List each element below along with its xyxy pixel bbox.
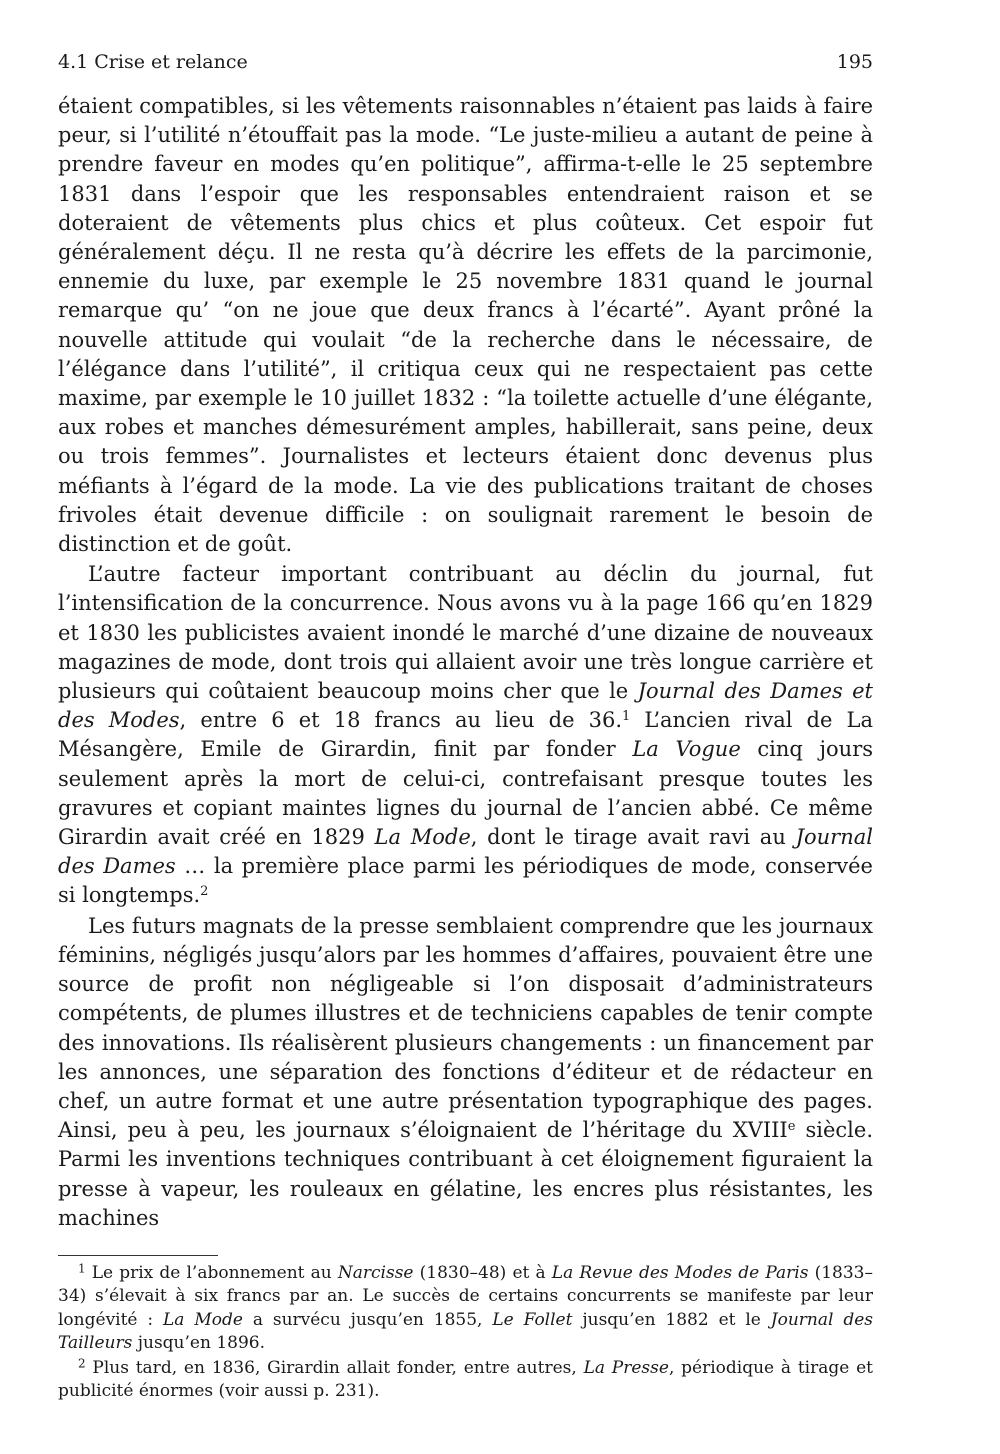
text-run: Plus tard, en 1836, Girardin allait fonder, entre autres,	[85, 1357, 584, 1378]
text-run: étaient compatibles, si les vêtements raisonnables n’étaient pas laids à faire peur, si l’utilité n’étouffait pas la mode. “Le juste-milieu a autant de peine à prendre faveur en modes qu’en politique”, affirma-t-elle le 25 septembre 1831 dans l’espoir que les responsables entendraient raison et se doteraient de vêtements plus chics et plus coûteux. Cet espoir fut généralement déçu. Il ne resta qu’à décrire les effets de la parcimonie, ennemie du luxe, par exemple le 25 novembre 1831 quand le journal remarque qu’ “on ne joue que deux francs à l’écarté”. Ayant prôné la nouvelle attitude qui voulait “de la recherche dans le nécessaire, de l’élégance dans l’utilité”, il critiqua ceux qui ne respectaient pas cette maxime, par exemple le 10 juillet 1832 : “la toilette actuelle d’une élégante, aux robes et manches démesurément amples, habillerait, sans peine, deux ou trois femmes”. Journalistes et lecteurs étaient donc devenus plus méfiants à l’égard de la mode. La vie des publications traitant de choses frivoles était devenue difficile : on soulignait rarement le besoin de distinction et de goût.	[58, 94, 873, 557]
section-title: 4.1 Crise et relance	[58, 51, 248, 73]
italic-title: La Vogue	[632, 737, 741, 762]
text-run: … la première place parmi les périodiques de mode, conservée si longtemps.	[58, 854, 873, 908]
paragraph	[58, 92, 873, 559]
footnotes	[58, 1262, 873, 1404]
footnote	[58, 1357, 873, 1404]
italic-title: La Mode	[374, 825, 471, 850]
italic-title: Le Follet	[492, 1309, 573, 1330]
text-run: a survécu jusqu’en 1855,	[242, 1309, 493, 1330]
superscript: e	[787, 1118, 796, 1134]
italic-title: Journal des Dames et des Modes	[58, 679, 873, 733]
text-run: L’ancien rival de La Mésangère, Emile de Girardin, finit par fonder	[58, 708, 873, 762]
text-run: jusqu’en 1882 et le	[572, 1309, 771, 1330]
text-run: , entre 6 et 18 francs au lieu de 36.	[179, 708, 623, 733]
text-run: Les futurs magnats de la presse semblaient comprendre que les journaux féminins, négligés jusqu’alors par les hommes d’affaires, pouvaient être une source de profit non négligeable si l’on disposait d’administrateurs compétents, de plumes illustres et de techniciens capables de tenir compte des innovations. Ils réalisèrent plusieurs changements : un financement par les annonces, une séparation des fonctions d’éditeur et de rédacteur en chef, un autre format et une autre présentation typographique des pages. Ainsi, peu à peu, les journaux s’éloignaient de l’héritage du XVIII	[58, 913, 873, 1143]
paragraph	[58, 560, 873, 910]
text-run: , périodique à tirage et publicité énormes (voir aussi p. 231).	[58, 1357, 873, 1402]
text-run: jusqu’en 1896.	[132, 1333, 265, 1354]
italic-title: Journal des Dames	[58, 825, 873, 879]
italic-title: La Presse	[583, 1357, 669, 1378]
italic-title: Journal des Tailleurs	[58, 1309, 873, 1354]
text-run: (1830–48) et à	[413, 1262, 552, 1283]
superscript: 1	[622, 709, 631, 725]
superscript: 2	[200, 884, 209, 900]
italic-title: La Mode	[163, 1309, 243, 1330]
text-run: siècle. Parmi les inventions techniques contribuant à cet éloignement figuraient la presse à vapeur, les rouleaux en gélatine, les encres plus résistantes, les machines	[58, 1118, 874, 1230]
footnote-rule	[58, 1255, 218, 1256]
text-run: cinq jours seulement après la mort de celui-ci, contrefaisant presque toutes les gravures et copiant maintes lignes du journal de l’ancien abbé. Ce même Girardin avait créé en 1829	[58, 737, 874, 850]
text-run: L’autre facteur important contribuant au déclin du journal, fut l’intensification de la concurrence. Nous avons vu à la page 166 qu’en 1829 et 1830 les publicistes avaient inondé le marché d’une dizaine de nouveaux magazines de mode, dont trois qui allaient avoir une très longue carrière et plusieurs qui coûtaient beaucoup moins cher que le	[58, 562, 873, 704]
text-run: (1833–34) s’élevait à six francs par an. Le succès de certains concurrents se manifeste par leur longévité :	[58, 1262, 873, 1330]
page-number: 195	[836, 51, 873, 73]
text-run: , dont le tirage avait ravi au	[470, 825, 796, 850]
italic-title: Narcisse	[337, 1262, 414, 1283]
footnote	[58, 1262, 873, 1356]
text-run: Le prix de l’abonnement au	[85, 1262, 338, 1283]
italic-title: La Revue des Modes de Paris	[551, 1262, 809, 1283]
main-text	[58, 92, 873, 1233]
page	[58, 48, 873, 1404]
footnote-number: 1	[78, 1261, 86, 1276]
paragraph	[58, 912, 873, 1233]
running-header	[58, 48, 873, 76]
footnote-number: 2	[78, 1356, 86, 1371]
